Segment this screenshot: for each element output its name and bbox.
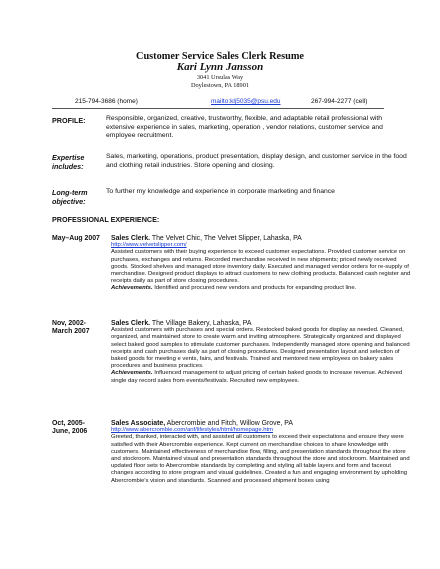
cell-phone: 267-994-2277 (cell) — [311, 98, 368, 105]
profile-label: PROFILE: — [52, 116, 86, 125]
email-link[interactable]: mailto:klj5035@psu.edu — [211, 98, 281, 105]
job-heading — [111, 420, 413, 427]
expertise-label-line-1: Expertise — [52, 153, 85, 162]
job-achievements — [111, 370, 413, 384]
header-divider — [52, 108, 384, 109]
achievements-text: Influenced management to adjust pricing of certain baked goods to increase revenue. Achieved single day record sales from events/festivals. Recruited new employees. — [111, 370, 403, 384]
address-line-2: Doylestown, PA 18901 — [190, 82, 250, 89]
achievements-text: Identified and procured new vendors and products for expanding product line. — [152, 285, 357, 292]
job-role: Sales Clerk. — [111, 235, 151, 242]
job-date-line-1: Oct, 2005- — [52, 420, 85, 427]
achievements-label: Achievements. — [111, 370, 153, 377]
achievements-label: Achievements. — [111, 285, 153, 292]
job-entry — [111, 235, 413, 293]
job-role: Sales Clerk. — [111, 320, 151, 327]
job-heading — [111, 235, 413, 242]
job-date-line-1: May–Aug 2007 — [52, 235, 100, 242]
experience-heading: PROFESSIONAL EXPERIENCE: — [52, 215, 160, 224]
objective-text: To further my knowledge and experience in corporate marketing and finance — [106, 188, 335, 195]
expertise-label — [52, 154, 84, 171]
job-date-line-1: Nov, 2002- — [52, 320, 86, 327]
job-date-line-2: June, 2006 — [52, 428, 88, 436]
job-date-line-2: March 2007 — [52, 328, 90, 336]
job-description: Assisted customers with purchases and special orders. Restocked baked goods for display as needed. Cleaned, organized, and maintained store to create warm and inviting atmosphere. Strategically organized and displayed select baked good samples to stimulate customer purchases. Independently managed store opening and balanced receipts and cash purchases daily as part of closing procedures. Designed presentation layout and selection of baked goods for meeting e vents, fairs, and festivals. Trained and mentored new employees on bakery sales procedures and business practices. — [111, 327, 410, 370]
job-employer: Abercrombie and Fitch, Willow Grove, PA — [165, 420, 293, 427]
job-employer: The Velvet Chic, The Velvet Slipper, Lahaska, PA — [150, 235, 302, 242]
job-entry — [111, 320, 413, 385]
profile-text: Responsible, organized, creative, trustworthy, flexible, and adaptable retail professional with extensive experience in sales, marketing, operation , vendor relations, customer service and employee recruitment. — [106, 115, 383, 140]
job-heading — [111, 320, 413, 327]
document-title: Customer Service Sales Clerk Resume — [136, 51, 304, 62]
job-entry — [111, 420, 413, 485]
objective-label — [52, 189, 88, 206]
job-date — [52, 320, 90, 336]
objective-label-line-1: Long-term — [52, 188, 88, 197]
job-date — [52, 235, 100, 243]
job-link[interactable]: http://www.velvetslipper.com/ — [111, 242, 187, 249]
address-line-1: 3041 Ursulas Way — [196, 74, 244, 81]
applicant-name: Kari Lynn Jansson — [176, 61, 264, 73]
job-link[interactable]: http://www.abercrombie.com/anf/lifestyles/html/homepage.htm — [111, 427, 274, 434]
job-employer: The Village Bakery, Lahaska, PA — [150, 320, 252, 327]
job-description: Greeted, thanked, interacted with, and assisted all customers to exceed their expectations and ensure they were satisfied with their Abercrombie experience. Kept current on merchandise choices to share knowledge with customers. Maintained effectiveness of merchandise flow, filling, and presentation standards throughout the store and stockroom. Maintained visual and presentation standards throughout the store and stockroom. Maintained and updated floor sets to Abercrombie standards by completing and styling all table layers and form and faceout changes according to store program and visual guidelines. Created a fun and engaging environment by upholding Abercrombie's vision and standards. Scanned and processed shipment boxes using — [111, 434, 410, 484]
job-date — [52, 420, 87, 436]
job-role: Sales Associate, — [111, 420, 166, 427]
job-achievements — [111, 285, 413, 292]
objective-label-line-2: objective: — [52, 196, 86, 206]
job-description: Assisted customers with their buying experience to exceed customer expectations. Provided customer service on purchases, exchanges and returns. Recorded merchandise received in new shipments; priced newly received goods. Stocked shelves and managed store inventory daily. Executed and managed vendor orders for re-supply of merchandise. Designed product displays to attract customers to new clothing products. Balanced cash register and receipts daily as part of store closing procedures. — [111, 249, 411, 285]
expertise-label-line-2: includes: — [52, 161, 84, 171]
expertise-text: Sales, marketing, operations, product presentation, display design, and customer service in the food and clothing retail industries. Store opening and closing. — [106, 153, 407, 169]
home-phone: 215-794-3686 (home) — [75, 98, 138, 105]
